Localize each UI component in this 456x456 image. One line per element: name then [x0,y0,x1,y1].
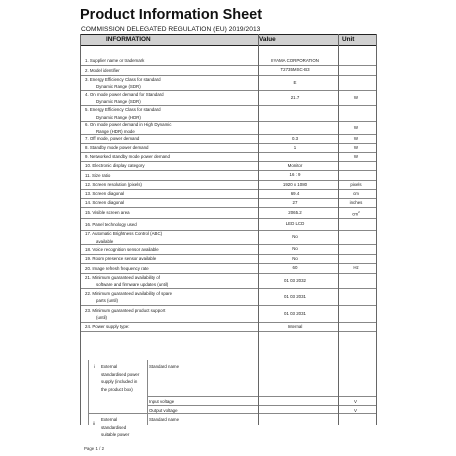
row-unit-superscript: 2 [358,209,360,214]
row-label-line: 6. On mode power demand in High Dynamic [85,122,172,127]
row-label [85,323,129,330]
row-value: 27 [292,199,298,205]
row-label-line: 13. Screen diagonal [85,191,125,197]
table-row [80,105,376,122]
table-row [80,75,376,91]
row-unit-text: pixels [350,181,362,187]
row-value: 01 03 2032 [284,277,306,283]
table-row [80,121,376,135]
ps-desc-ii-line: External [101,417,118,422]
row-value: 01 03 2031 [284,293,306,299]
table-row [80,90,376,106]
ps-marker-i: i [94,364,95,369]
row-value: No [292,234,298,239]
row-label [85,57,144,64]
row-label-line: parts (until) [96,298,118,303]
grid-line [88,360,89,425]
row-label-line: Range (HDR) mode [96,129,135,135]
header-information: INFORMATION [106,36,151,43]
row-value: 1920 x 1080 [282,181,308,187]
row-label-line: 17. Automatic Brightness Control (ABC) [85,231,163,237]
row-label-line: 15. Visible screen area [85,210,130,216]
column-divider [258,34,259,425]
row-unit [338,125,374,130]
row-unit-text: W [353,124,359,130]
row-label [85,230,162,245]
row-label-line: 10. Electronic display category [85,163,145,169]
row-value: Internal [287,323,303,329]
row-label-line: 7. Off mode, power demand [85,136,140,142]
row-label [85,199,124,206]
row-label [85,255,156,262]
sheet-title: Product Information Sheet [80,7,263,23]
row-label [85,274,168,289]
row-value: 2065.2 [288,209,302,215]
column-divider [338,34,339,425]
row-value: 21.7 [290,94,300,100]
row-label-line: 23. Minimum guaranteed product support [85,307,166,313]
row-label-line: 21. Minimum guaranteed availability of [85,274,160,280]
row-label-line: software and firmware updates (until) [96,282,169,287]
row-label-line: 3. Energy Efficiency Class for standard [85,76,161,82]
row-unit-text: W [353,144,359,150]
grid-line [147,360,148,425]
row-value: T2735MSC-B3 [280,67,310,72]
row-label-line: 4. On mode power demand for Standard [85,91,164,97]
row-value: 16 : 9 [289,172,301,177]
row-label-line: 19. Room presence sensor available [85,256,157,262]
column-divider [376,34,377,425]
row-value: LED LCD [285,221,305,226]
row-label [85,153,170,160]
row-unit [338,210,374,216]
row-label [85,106,161,121]
ps-standard-name-label: Standard name [149,364,180,369]
ps-output-voltage-unit: V [354,408,357,413]
row-value: E [293,79,297,85]
row-label [85,221,137,228]
row-unit-text: W [353,94,359,100]
row-label-line: 18. Voice recognition sensor available [85,246,159,252]
row-label-line: 2. Model identifier [85,67,120,73]
table-row [80,305,376,323]
row-label [85,67,120,74]
row-value: 60 [292,265,298,270]
row-unit [338,182,374,187]
row-value: 0.3 [291,135,299,141]
row-label [85,190,124,197]
ps-input-voltage-label: Input voltage [149,399,175,404]
row-label [85,91,164,106]
row-value: 01 03 2031 [284,310,306,316]
row-label-line: 5. Energy Efficiency Class for standard [85,107,161,113]
regulation-subtitle: COMMISSION DELEGATED REGULATION (EU) 2019/2013 [81,26,261,33]
ps-desc-ii-line: suitable power [101,432,130,438]
grid-line [88,413,376,414]
row-value: No [292,255,298,261]
row-label-line: 14. Screen diagonal [85,200,125,206]
ps-desc-i-line: supply (included in [101,379,138,385]
row-unit-text: W [353,135,359,141]
row-value: IIYAMA CORPORATION [271,57,319,63]
ps-desc-ii-line: standardised [101,424,127,430]
row-unit-text: cm [353,190,359,196]
table-row [80,288,376,306]
row-unit-text: cm [352,210,359,216]
row-label-line: Dynamic Range (HDR) [96,114,141,120]
row-unit [338,265,374,270]
row-unit [338,191,374,196]
row-label-line: 1. Supplier name or trademark [85,58,145,64]
column-divider [80,34,81,425]
row-value: No [292,246,298,251]
row-label-line: 12. Screen resolution (pixels) [85,182,142,188]
table-header [80,34,376,46]
row-value: Monitor [287,162,303,168]
row-label [85,209,130,216]
row-unit [338,145,374,150]
row-label [85,246,159,253]
grid-line [147,396,376,397]
row-label-line: Dynamic Range (SDR) [96,99,141,104]
table-row [80,322,376,332]
ps-marker-ii: ii [93,421,95,426]
ps-standard-name-label-2: Standard name [149,417,180,422]
row-unit [338,154,374,159]
row-label [85,181,142,188]
header-value: Value [259,36,276,43]
row-value: 69.4 [290,190,300,196]
row-label-line: 16. Panel technology used [85,221,137,227]
ps-desc-i-line: External [101,364,118,369]
ps-output-voltage-label: Output voltage [149,408,178,413]
ps-desc-i-line: the product box) [101,386,133,392]
table-row [80,273,376,289]
row-label-line: 24. Power supply type: [85,324,130,330]
row-label-line: 20. Image refresh frequency rate [85,265,149,271]
row-label-line: 22. Minimum guaranteed availability of spare [85,290,173,296]
row-label [85,290,172,305]
row-label [85,162,145,169]
row-label-line: Dynamic Range (SDR) [96,84,141,89]
table-row [80,230,376,245]
row-label-line: (until) [96,315,107,320]
row-label-line: 11. Size ratio [85,172,111,178]
row-value: 1 [293,144,297,150]
grid-line [147,405,376,406]
row-label [85,144,148,151]
header-unit: Unit [342,36,355,43]
row-unit-text: inches [349,199,363,205]
ps-input-voltage-unit: V [354,399,357,404]
row-unit [338,95,374,100]
row-label [85,307,165,322]
row-label [85,172,110,179]
row-unit-text: Hz [353,265,359,270]
row-unit-text: W [353,153,359,159]
row-label-line: available [96,238,114,244]
row-label [85,265,149,272]
row-unit [338,200,374,205]
page-footer: Page 1 / 2 [84,446,105,451]
row-unit [338,136,374,141]
row-label-line: 8. Standby mode power demand [85,145,149,151]
row-label-line: 9. Networked standby mode power demand [85,154,170,160]
row-label [85,135,139,142]
ps-desc-i-line: standardised power [101,371,140,377]
row-label [85,76,161,91]
